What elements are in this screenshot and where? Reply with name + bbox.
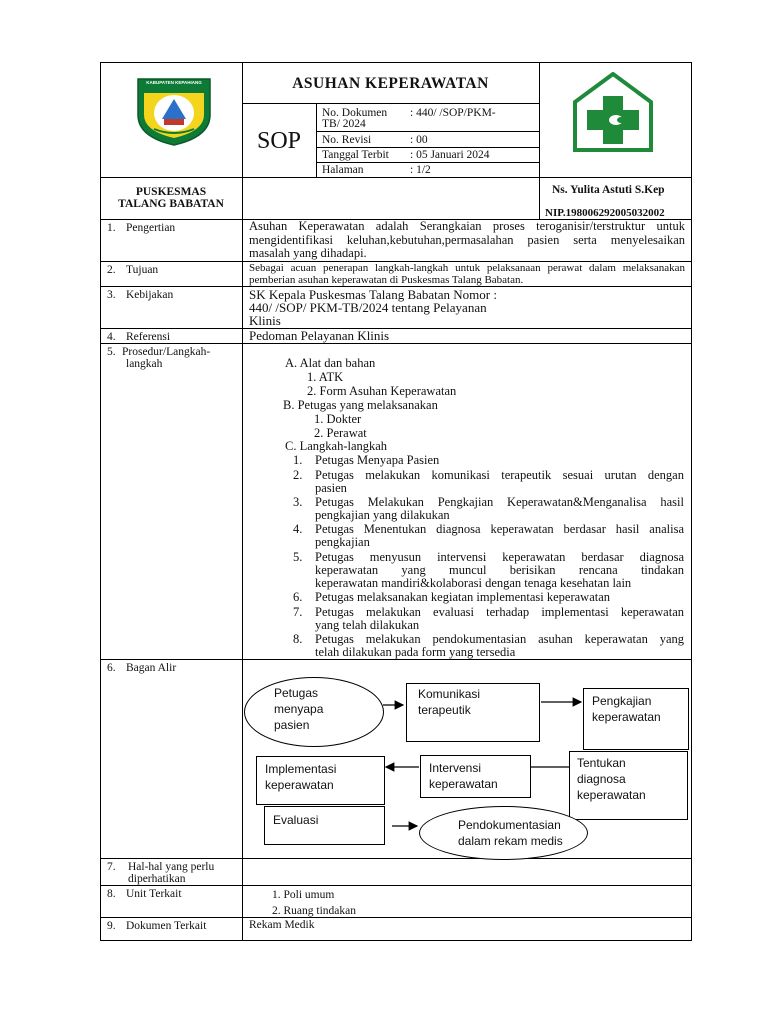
section-label-halhal-2: diperhatikan (128, 873, 186, 885)
flow-node-text: keperawatan (429, 777, 498, 791)
section-number: 6. (107, 662, 116, 674)
step-text: telah dilakukan pada form yang tersedia (315, 645, 516, 659)
issue-date-label: Tanggal Terbit (322, 149, 389, 161)
section-label-kebijakan: Kebijakan (126, 289, 174, 301)
step-text: Petugas melakukan komunikasi terapeutik sesuai urutan dengan (315, 468, 684, 482)
doc-number-label: No. Dokumen (322, 107, 388, 119)
section-label-referensi: Referensi (126, 331, 171, 343)
flow-node-text: Komunikasi (418, 687, 481, 701)
section-label-pengertian: Pengertian (126, 222, 176, 234)
step-number: 5. (293, 550, 303, 564)
kebijakan-line1: SK Kepala Puskesmas Talang Babatan Nomor : (249, 287, 497, 302)
section-number: 8. (107, 888, 116, 900)
flow-node-text: terapeutik (418, 703, 471, 717)
dokumen-text: Rekam Medik (249, 919, 315, 931)
unit-item: 1. Poli umum (272, 889, 335, 901)
doc-number-cont: TB/ 2024 (322, 118, 366, 130)
flow-node-pendokumentasian (419, 806, 588, 860)
org-name-line2: TALANG BABATAN (118, 198, 224, 210)
step-text: Petugas Melakukan Pengkajian Keperawatan&Menganalisa hasil (315, 495, 684, 509)
sop-label: SOP (256, 128, 302, 154)
section-number: 3. (107, 289, 116, 301)
step-text: Petugas melaksanakan kegiatan implementasi keperawatan (315, 590, 611, 604)
step-text: pasien (315, 481, 347, 495)
revision-label: No. Revisi (322, 134, 372, 146)
flow-node-text: Implementasi (265, 762, 337, 776)
step-number: 6. (293, 590, 303, 604)
section-label-unit: Unit Terkait (126, 888, 182, 900)
step-text: pengkajian yang dilakukan (315, 508, 450, 522)
step-text: Petugas melakukan pendokumentasian asuhan keperawatan yang (315, 632, 684, 646)
flow-node-text: menyapa (274, 702, 324, 716)
referensi-text: Pedoman Pelayanan Klinis (249, 328, 390, 343)
flow-node-intervensi (420, 755, 531, 798)
issue-date-value: : 05 Januari 2024 (410, 149, 490, 161)
flow-node-text: pasien (274, 718, 310, 732)
alat-bahan-heading: A. Alat dan bahan (285, 356, 376, 370)
section-label-bagan: Bagan Alir (126, 662, 177, 674)
unit-item: 2. Ruang tindakan (272, 905, 356, 917)
signer-nip: NIP.198006292005032002 (545, 207, 665, 219)
step-number: 2. (293, 468, 303, 482)
document-title: ASUHAN KEPERAWATAN (292, 75, 489, 92)
section-number: 4. (107, 331, 116, 343)
section-number: 2. (107, 264, 116, 276)
tujuan-text: Sebagai acuan penerapan langkah-langkah untuk pelaksanaan perawat dalam melaksanakan pemberian asuhan keperawatan di Puskesmas Talang Babatan. (249, 262, 685, 286)
step-text: Petugas Menyapa Pasien (315, 453, 440, 467)
regency-logo-text: KABUPATEN KEPAHIANG (146, 80, 202, 85)
kebijakan-line2: 440/ /SOP/ PKM-TB/2024 tentang Pelayanan (249, 300, 487, 315)
flow-node-text: Petugas (274, 686, 319, 700)
flow-node-komunikasi (406, 683, 540, 742)
step-text: pengkajian (315, 535, 370, 549)
alat-item: 1. ATK (307, 370, 344, 384)
flow-node-evaluasi (264, 806, 385, 845)
flow-node-text: diagnosa (577, 772, 626, 786)
section-number: 5. (107, 346, 116, 358)
step-text: yang telah dilakukan (315, 618, 420, 632)
flow-node-menyapa (244, 677, 384, 747)
petugas-heading: B. Petugas yang melaksanakan (283, 398, 438, 412)
flow-node-text: keperawatan (592, 710, 661, 724)
flow-node-text: Evaluasi (273, 813, 319, 827)
flow-node-text: Intervensi (429, 761, 482, 775)
section-number: 7. (107, 861, 116, 873)
section-label-prosedur-2: langkah (126, 358, 163, 370)
alat-item: 2. Form Asuhan Keperawatan (307, 384, 457, 398)
flow-node-tentukan (569, 751, 688, 820)
org-name-line1: PUSKESMAS (135, 186, 207, 198)
regency-logo (134, 73, 214, 147)
step-text: Petugas Menentukan diagnosa keperawatan berdasar hasil analisa (315, 522, 684, 536)
step-text: keperawatan mandiri&kolaborasi dengan tenaga kesehatan lain (315, 576, 632, 590)
section-label-prosedur: Prosedur/Langkah- (122, 346, 211, 358)
section-label-halhal: Hal-hal yang perlu (128, 861, 215, 873)
step-number: 4. (293, 522, 303, 536)
puskesmas-logo (572, 72, 654, 154)
section-number: 9. (107, 920, 116, 932)
petugas-item: 2. Perawat (314, 426, 367, 440)
flow-node-text: Pengkajian (592, 694, 652, 708)
flow-node-text: keperawatan (265, 778, 334, 792)
flow-node-text: keperawatan (577, 788, 646, 802)
signer-name: Ns. Yulita Astuti S.Kep (552, 184, 665, 196)
step-text: Petugas melakukan evaluasi terhadap implementasi keperawatan (315, 605, 684, 619)
flow-node-implementasi (256, 756, 385, 805)
section-label-dokumen: Dokumen Terkait (126, 920, 207, 932)
step-number: 1. (293, 453, 303, 467)
section-label-tujuan: Tujuan (126, 264, 159, 276)
page-label: Halaman (322, 164, 364, 176)
section-number: 1. (107, 222, 116, 234)
step-text: Petugas menyusun intervensi keperawatan berdasar diagnosa (315, 550, 684, 564)
flow-node-text: dalam rekam medis (458, 834, 563, 848)
langkah-heading: C. Langkah-langkah (285, 439, 388, 453)
flow-node-text: Pendokumentasian (458, 818, 561, 832)
page-value: : 1/2 (410, 164, 431, 176)
step-number: 7. (293, 605, 303, 619)
pengertian-text: Asuhan Keperawatan adalah Serangkaian proses teroganisir/terstruktur untuk mengidentifikasi keluhan,kebutuhan,permasalahan pasien serta menyelesaikan masalah yang dihadapi. (249, 219, 685, 260)
revision-value: : 00 (410, 134, 428, 146)
step-number: 8. (293, 632, 303, 646)
step-text: keperawatan yang muncul berisikan rencana tindakan (315, 563, 684, 577)
flow-node-pengkajian (583, 688, 689, 750)
step-number: 3. (293, 495, 303, 509)
doc-number-value: : 440/ /SOP/PKM- (410, 107, 496, 119)
flow-node-text: Tentukan (577, 756, 626, 770)
petugas-item: 1. Dokter (314, 412, 362, 426)
kebijakan-line3: Klinis (249, 313, 281, 328)
